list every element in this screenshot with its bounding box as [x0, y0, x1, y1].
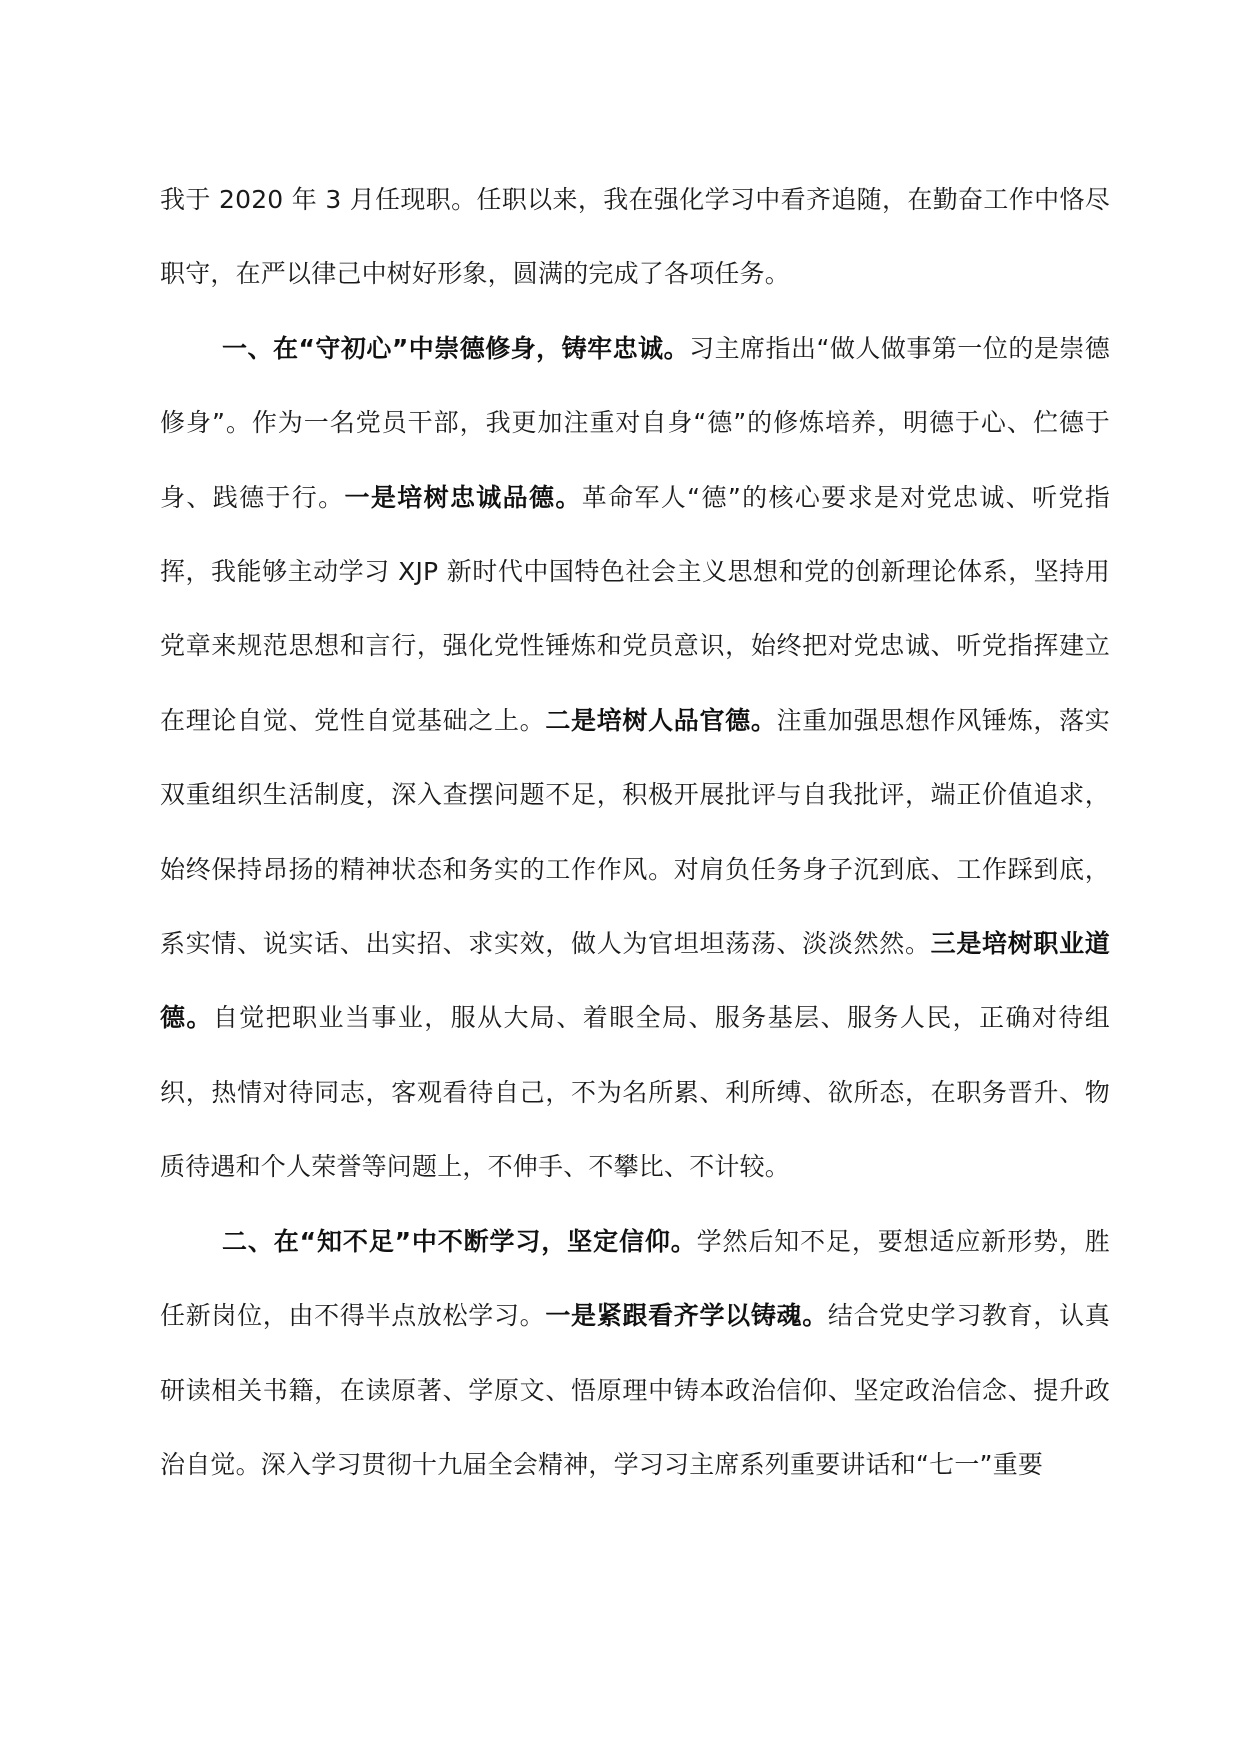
paragraph-intro	[160, 163, 1110, 312]
paragraph-section-two	[160, 1205, 1110, 1503]
point-one-heading: 一是培树忠诚品德。	[344, 482, 582, 512]
paragraph-section-one	[160, 312, 1110, 1205]
document-body	[160, 163, 1110, 1502]
point-three-heading: 三是培树职业道德。	[160, 929, 1110, 1033]
section-one-text: 习主席指出“做人做事第一位的是崇德修身”。作为一名党员干部，我更加注重对自身“德”的修炼培养，明德于心、伫德于身、践德于行。	[160, 333, 1110, 512]
intro-text: 我于 2020 年 3 月任现职。任职以来，我在强化学习中看齐追随，在勤奋工作中恪尽职守，在严以律己中树好形象，圆满的完成了各项任务。	[160, 185, 1110, 289]
section-two-point-one-heading: 一是紧跟看齐学以铸魂。	[545, 1301, 828, 1331]
point-three-text: 自觉把职业当事业，服从大局、着眼全局、服务基层、服务人民，正确对待组织，热情对待同志，客观看待自己，不为名所累、利所缚、欲所态，在职务晋升、物质待遇和个人荣誉等问题上，不伸手、不攀比、不计较。	[160, 1003, 1110, 1182]
section-two-point-one-text: 结合党史学习教育，认真研读相关书籍，在读原著、学原文、悟原理中铸本政治信仰、坚定政治信念、提升政治自觉。深入学习贯彻十九届全会精神，学习习主席系列重要讲话和“七一”重要	[160, 1301, 1110, 1479]
point-one-text: 革命军人“德”的核心要求是对党忠诚、听党指挥，我能够主动学习 XJP 新时代中国特色社会主义思想和党的创新理论体系，坚持用党章来规范思想和言行，强化党性锤炼和党员意识，始终把对党忠诚、听党指挥建立在理论自觉、党性自觉基础之上。	[160, 482, 1110, 735]
section-two-heading: 二、在“知不足”中不断学习，坚定信仰。	[222, 1226, 697, 1256]
point-two-heading: 二是培树人品官德。	[545, 705, 777, 735]
point-two-text: 注重加强思想作风锤炼，落实双重组织生活制度，深入查摆问题不足，积极开展批评与自我批评，端正价值追求，始终保持昂扬的精神状态和务实的工作作风。对肩负任务身子沉到底、工作踩到底，系实情、说实话、出实招、求实效，做人为官坦坦荡荡、淡淡然然。	[160, 705, 1110, 959]
section-two-text: 学然后知不足，要想适应新形势，胜任新岗位，由不得半点放松学习。	[160, 1226, 1110, 1331]
section-one-heading: 一、在“守初心”中崇德修身，铸牢忠诚。	[222, 333, 690, 363]
